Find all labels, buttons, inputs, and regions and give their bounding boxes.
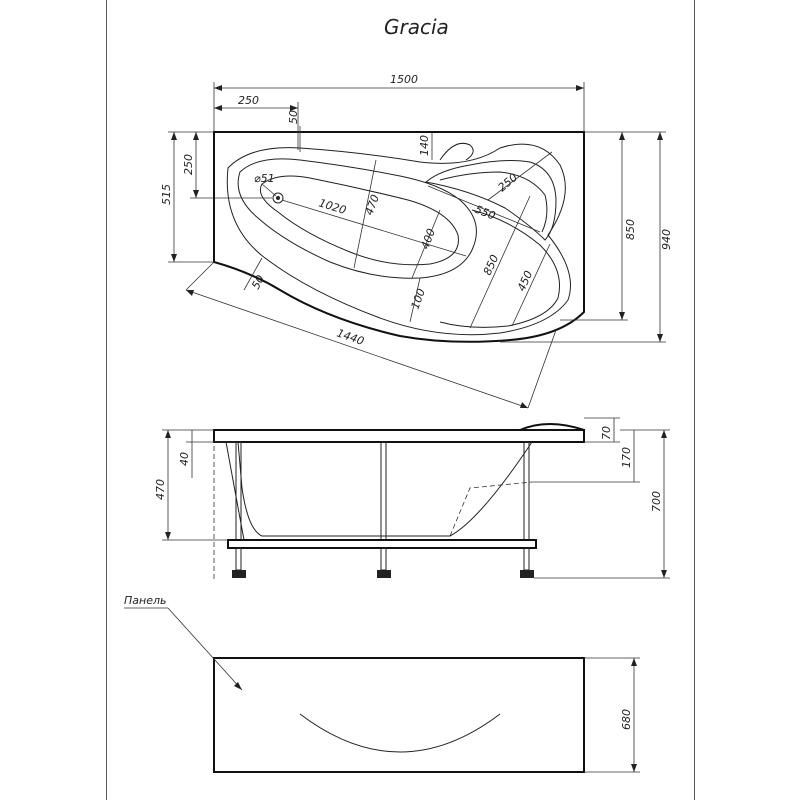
dim-50-top: 50 — [287, 110, 300, 124]
dim-940: 940 — [660, 229, 673, 250]
frame-leg-right — [524, 442, 529, 542]
dim-100: 100 — [408, 286, 429, 312]
panel-leader-line — [168, 608, 242, 690]
dim-550: 550 — [472, 202, 498, 223]
dim-250-top: 250 — [238, 94, 259, 107]
tub-floor — [260, 176, 458, 265]
tub-right-lobe — [440, 210, 560, 327]
foot-left — [232, 570, 246, 578]
dim-line-1440 — [186, 290, 528, 408]
dim-850-diag: 850 — [480, 252, 502, 278]
dim-470-top: 470 — [362, 192, 383, 218]
frame-leg-left — [236, 442, 241, 542]
dim-450: 450 — [514, 268, 536, 294]
dim-50-bottom: 50 — [249, 272, 268, 292]
dim-680: 680 — [620, 709, 633, 730]
side-view — [154, 418, 670, 580]
dim-40: 40 — [178, 452, 191, 466]
dim-1440: 1440 — [335, 326, 366, 348]
frame-bottom-bar — [228, 540, 536, 548]
frame-leg-center — [381, 442, 386, 542]
side-rim — [214, 430, 584, 442]
dim-700: 700 — [650, 491, 663, 512]
foot-right — [520, 570, 534, 578]
top-view — [160, 73, 673, 408]
dim-170: 170 — [620, 447, 633, 468]
drain-center — [276, 196, 280, 200]
dim-470-side: 470 — [154, 479, 167, 500]
dim-drain-diameter: ⌀51 — [254, 172, 275, 185]
front-panel — [214, 658, 584, 772]
dim-line-250-headrest — [488, 152, 552, 200]
tub-outer-rim — [214, 132, 584, 342]
tub-outer-bowl — [227, 144, 570, 335]
dim-515: 515 — [160, 184, 173, 205]
dim-250-headrest: 250 — [495, 170, 521, 195]
panel-label: Панель — [124, 594, 167, 607]
overflow-bump — [440, 143, 473, 160]
dim-1500: 1500 — [390, 73, 418, 86]
side-tub-body — [238, 442, 532, 536]
dim-250-left: 250 — [182, 154, 195, 175]
dim-400: 400 — [418, 226, 439, 252]
dim-1020: 1020 — [317, 196, 348, 218]
dim-140: 140 — [418, 135, 431, 156]
drawing-title: Gracia — [384, 15, 449, 39]
foot-center — [377, 570, 391, 578]
panel-view — [124, 594, 640, 772]
dim-850-right: 850 — [624, 219, 637, 240]
dim-70: 70 — [600, 426, 613, 440]
